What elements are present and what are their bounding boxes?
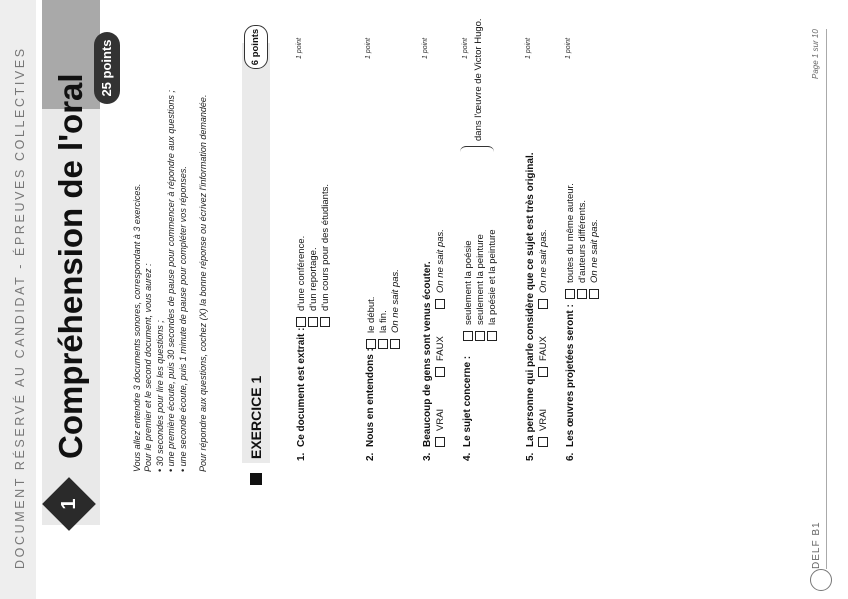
answer-option[interactable]: VRAI (537, 409, 549, 447)
checkbox[interactable] (378, 339, 388, 349)
checkbox[interactable] (366, 339, 376, 349)
answer-option[interactable]: d'auteurs différents. (576, 200, 588, 299)
section-number: 1 (58, 498, 80, 510)
instruction-line: • 30 secondes pour lire les questions ; (154, 320, 165, 472)
checkbox[interactable] (577, 289, 587, 299)
answer-option[interactable]: On ne sait pas. (434, 229, 446, 309)
footer-exam-name: DELF B1 (811, 521, 822, 569)
instruction-line: Pour le premier et le second document, vous aurez : (143, 263, 154, 472)
question-point: 1 point (565, 37, 572, 59)
answer-option[interactable]: FAUX (434, 336, 446, 377)
instruction-line: Vous allez entendre 3 documents sonores, correspondant à 3 exercices. (132, 183, 142, 472)
instructions (132, 32, 209, 472)
question-label: Les œuvres projetées seront : (565, 304, 576, 447)
answer-option[interactable]: On ne sait pas. (588, 219, 600, 299)
exercise-square-icon (250, 473, 262, 485)
question-number: 4. (462, 452, 473, 461)
ciep-seal-icon (810, 569, 832, 591)
question-number: 2. (365, 452, 376, 461)
question-point: 1 point (296, 37, 303, 59)
answer-option[interactable]: d'un reportage. (307, 247, 319, 327)
checkbox[interactable] (475, 331, 485, 341)
question-label: Beaucoup de gens sont venus écouter. (422, 261, 433, 447)
answer-option[interactable]: On ne sait pas. (537, 229, 549, 309)
footer-divider (826, 29, 827, 569)
checkbox[interactable] (320, 317, 330, 327)
checkbox[interactable] (538, 367, 548, 377)
question-point: 1 point (365, 37, 372, 59)
checkbox[interactable] (565, 289, 575, 299)
answer-option[interactable]: VRAI (434, 409, 446, 447)
checkbox[interactable] (296, 317, 306, 327)
question-number: 5. (525, 452, 536, 461)
checkbox[interactable] (435, 299, 445, 309)
checkbox[interactable] (435, 437, 445, 447)
question-point: 1 point (525, 37, 532, 59)
question-number: 3. (422, 452, 433, 461)
question-number: 1. (296, 452, 307, 461)
checkbox[interactable] (538, 299, 548, 309)
instruction-line: • une seconde écoute, puis 1 minute de pause pour compléter vos réponses. (177, 166, 188, 472)
answer-option[interactable]: seulement la peinture (474, 234, 486, 341)
section-points-badge: 25 points (94, 32, 120, 104)
question-point: 1 point (422, 37, 429, 59)
question-label: La personne qui parle considère que ce sujet est très original. (525, 152, 536, 447)
checkbox[interactable] (308, 317, 318, 327)
checkbox[interactable] (487, 331, 497, 341)
question-label: Ce document est extrait : (296, 327, 307, 447)
checkbox[interactable] (435, 367, 445, 377)
checkbox[interactable] (463, 331, 473, 341)
section-title: Compréhension de l'oral (52, 73, 89, 459)
instruction-line: • une première écoute, puis 30 secondes de pause pour commencer à répondre aux questions ; (166, 90, 177, 472)
answer-option[interactable]: seulement la poésie (462, 241, 474, 342)
answer-option[interactable]: On ne sait pas. (389, 269, 401, 349)
answer-option[interactable]: la fin. (377, 310, 389, 349)
exercise-points-badge: 6 points (244, 25, 268, 69)
footer-page-number: Page 1 sur 10 (811, 29, 820, 79)
right-brace (460, 146, 494, 153)
answer-option[interactable]: FAUX (537, 336, 549, 377)
checkbox[interactable] (589, 289, 599, 299)
checkbox[interactable] (538, 437, 548, 447)
question-label: Le sujet concerne : (462, 355, 473, 447)
answer-option[interactable]: la poésie et la peinture (486, 229, 498, 341)
answer-option[interactable]: toutes du même auteur. (564, 183, 576, 299)
instruction-note: Pour répondre aux questions, cochez (X) la bonne réponse ou écrivez l'information demandée. (198, 94, 209, 472)
exercise-title: EXERCICE 1 (248, 375, 264, 459)
reserved-header: DOCUMENT RÉSERVÉ AU CANDIDAT - ÉPREUVES COLLECTIVES (13, 46, 27, 569)
answer-option[interactable]: d'un cours pour des étudiants. (319, 184, 331, 327)
question-number: 6. (565, 452, 576, 461)
question-point: 1 point (462, 37, 469, 59)
question-label: Nous en entendons : (365, 348, 376, 447)
answer-option[interactable]: le début. (365, 297, 377, 349)
question-suffix: dans l'œuvre de Victor Hugo. (472, 18, 484, 141)
answer-option[interactable]: d'une conférence. (295, 236, 307, 327)
checkbox[interactable] (390, 339, 400, 349)
